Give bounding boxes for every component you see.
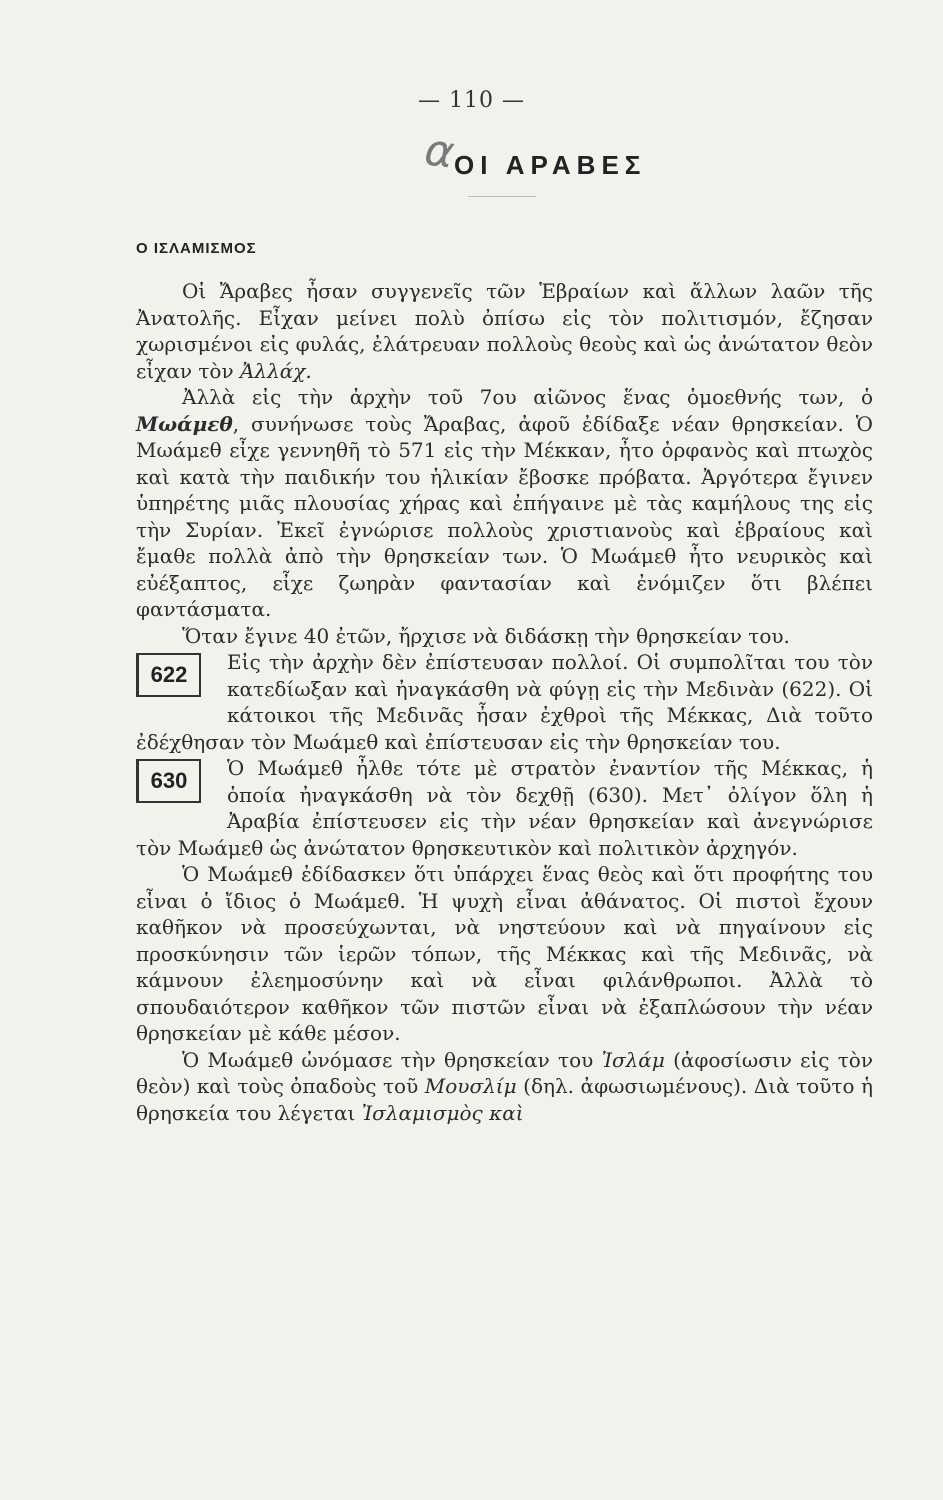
paragraph-3: Ὅταν ἔγινε 40 ἐτῶν, ἤρχισε νὰ διδάσκῃ τὴν θρησκείαν του. [182,623,790,648]
paragraph-7-b: (ἀφοσίωσιν εἰς τὸν θεὸν) καὶ τοὺς ὀπαδοὺς τοῦ [136,1047,873,1098]
islamism-term: Ἰσλαμισμὸς καὶ [361,1100,524,1125]
body-text [136,278,873,1126]
year-box-622: 622 [136,653,201,697]
paragraph-4-text: Εἰς τὴν ἀρχὴν δὲν ἐπίστευσαν πολλοί. Οἱ συμπολῖται του τὸν κατεδίωξαν καὶ ἠναγκάσθη νὰ φύγῃ εἰς τὴν Μεδινὰν (622). Οἱ κάτοικοι τῆς Μεδινᾶς ἦσαν ἐχθροὶ τῆς Μέκκας, Διὰ τοῦτο ἐδέχθησαν τὸν Μωάμεθ καὶ ἐπίστευσαν εἰς τὴν θρησκείαν του. [136,650,873,754]
allah-term: Ἀλλάχ. [239,358,312,383]
paragraph-2 [136,384,873,623]
paragraph-6: Ὁ Μωάμεθ ἐδίδασκεν ὅτι ὑπάρχει ἕνας θεὸς καὶ ὅτι προφήτης του εἶναι ὁ ἴδιος ὁ Μωάμεθ. Ἡ ψυχὴ εἶναι ἀθάνατος. Οἱ πιστοὶ ἔχουν καθῆκον νὰ προσεύχωνται, νὰ νηστεύουν καὶ νὰ πηγαίνουν εἰς προσκύνησιν τῶν ἱερῶν τόπων, τῆς Μέκκας καὶ τῆς Μεδινᾶς, νὰ κάμνουν ἐλεημοσύνην καὶ νὰ εἶναι φιλάνθρωποι. Ἀλλὰ τὸ σπουδαιότερον καθῆκον τῶν πιστῶν εἶναι νὰ ἐξαπλώσουν τὴν νέαν θρησκείαν μὲ κάθε μέσον. [136,862,873,1045]
title-divider [468,196,536,197]
paragraph-5-text: Ὁ Μωάμεθ ἦλθε τότε μὲ στρατὸν ἐναντίον τῆς Μέκκας, ἡ ὁποία ἠναγκάσθη νὰ τὸν δεχθῇ (630). Μετ᾽ ὀλίγον ὅλη ἡ Ἀραβία ἐπίστευσεν εἰς τὴν νέαν θρησκείαν καὶ ἀνεγνώρισε τὸν Μωάμεθ ὡς ἀνώτατον θρησκευτικὸν καὶ πολιτικὸν ἀρχηγόν. [136,756,873,860]
year-box-630: 630 [136,759,201,803]
paragraph-4 [136,649,873,755]
paragraph-7-a: Ὁ Μωάμεθ ὠνόμασε τὴν θρησκείαν του [182,1047,594,1072]
muslim-term: Μουσλίμ [424,1074,517,1098]
paragraph-2-start: Ἀλλὰ εἰς τὴν ἀρχὴν τοῦ 7ου αἰῶνος ἕνας ὁμοεθνής των, ὁ [182,385,873,409]
paragraph-2-rest: , συνήνωσε τοὺς Ἄραβας, ἀφοῦ ἐδίδαξε νέαν θρησκείαν. Ὁ Μωάμεθ εἶχε γεννηθῆ τὸ 571 εἰς τὴν Μέκκαν, ἦτο ὀρφανὸς καὶ πτωχὸς καὶ κατὰ τὴν παιδικήν του ἡλικίαν ἔβοσκε πρόβατα. Ἀργότερα ἔγινεν ὑπηρέτης μιᾶς πλουσίας χήρας καὶ ἐπήγαινε μὲ τὰς καμήλους της εἰς τὴν Συρίαν. Ἐκεῖ ἐγνώρισε πολλοὺς χριστιανοὺς καὶ ἑβραίους καὶ ἔμαθε πολλὰ ἀπὸ τὴν θρησκείαν των. Ὁ Μωάμεθ ἦτο νευρικὸς καὶ εὐέξαπτος, εἶχε ζωηρὰν φαντασίαν καὶ ἐνόμιζεν ὅτι βλέπει φαντάσματα. [136,411,873,621]
islam-term: Ἰσλάμ [601,1047,665,1072]
paragraph-5 [136,755,873,861]
page-number: — 110 — [418,88,525,113]
paragraph-1-text: Οἱ Ἄραβες ἦσαν συγγενεῖς τῶν Ἑβραίων καὶ ἄλλων λαῶν τῆς Ἀνατολῆς. Εἶχαν μείνει πολὺ ὀπίσω εἰς τὸν πολιτισμόν, ἔζησαν χωρισμένοι εἰς φυλάς, ἐλάτρευαν πολλοὺς θεοὺς καὶ ὡς ἀνώτατον θεὸν εἶχαν τὸν [136,279,873,383]
paragraph-1 [136,278,873,384]
chapter-title: ΟΙ ΑΡΑΒΕΣ [454,150,647,180]
mohammed-name: Μωάμεθ [136,411,233,436]
handwritten-margin-note: α [421,124,458,179]
paragraph-7 [136,1047,873,1127]
section-title: Ο ΙΣΛΑΜΙΣΜΟΣ [136,240,257,257]
paragraph-7-c: (δηλ. ἀφωσιωμένους). Διὰ τοῦτο ἡ θρησκεία του λέγεται [136,1074,873,1125]
